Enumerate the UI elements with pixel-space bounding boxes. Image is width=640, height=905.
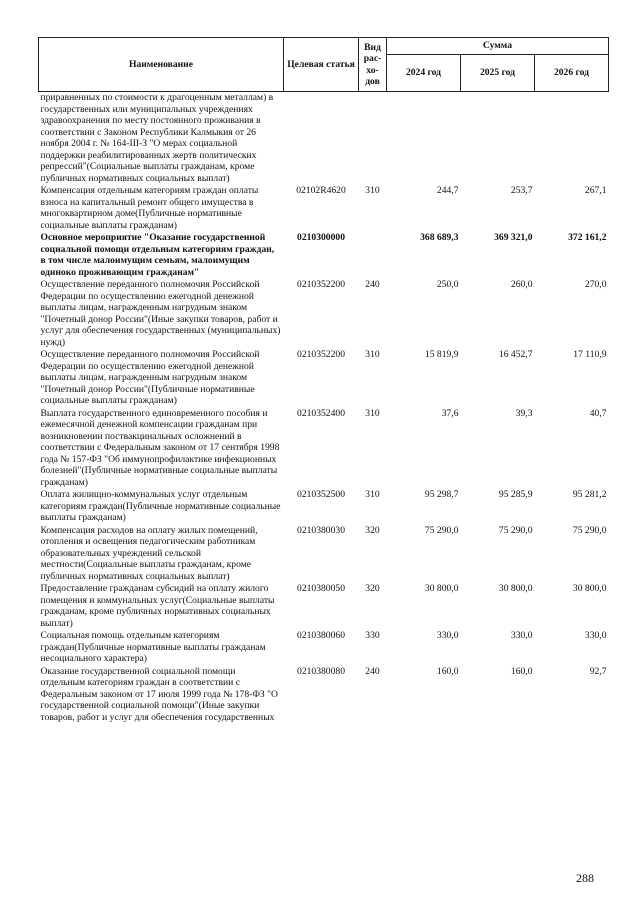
cell-vid [359,232,387,279]
cell-vid [359,92,387,186]
cell-name: Компенсация отдельным категориям граждан оплаты взноса на капитальный ремонт общего имущества в многоквартирном доме(Публичные нормативные социальные выплаты гражданам) [40,185,259,231]
cell-y2026: 267,1 [584,185,607,196]
cell-code: 02102R4620 [296,185,346,196]
cell-code [284,92,359,186]
table-row [39,525,609,584]
cell-code: 0210300000 [297,232,345,243]
budget-page [38,37,608,724]
table-row [39,666,609,725]
cell-y2026: 270,0 [584,279,607,290]
cell-name: Оплата жилищно-коммунальных услуг отдельным категориям граждан(Публичные нормативные социальные выплаты гражданам) [40,489,281,523]
table-row [39,630,609,666]
cell-y2024: 244,7 [436,185,459,196]
cell-name: Компенсация расходов на оплату жилых помещений, отопления и освещения педагогическим работникам образовательных учреждений сельской местности(Социальные выплаты гражданам, кроме публичных нормативных социальных выплат) [40,524,258,582]
header-code: Целевая статья [284,38,359,92]
table-row [39,489,609,525]
cell-y2024: 75 290,0 [424,524,459,536]
cell-vid: 330 [365,630,380,641]
header-2024: 2024 год [387,55,461,92]
cell-name: Предоставление гражданам субсидий на оплату жилого помещения и коммунальных услуг(Социальные выплаты гражданам, кроме публичных нормативных социальных выплат) [40,583,275,629]
cell-y2025: 330,0 [510,630,533,641]
cell-y2024: 15 819,9 [424,349,459,360]
cell-name: приравненных по стоимости к драгоценным металлам) в государственных или муниципальных учреждениях здравоохранения по месту постоянного проживания в соответствии с Законом Республики Калмыкия от 26 ноября 2004 г. № 164-III-З "О мерах социальной поддержки реабилитированных жертв политических репрессий"(Социальные выплаты гражданам, кроме публичных нормативных социальных выплат) [40,92,274,184]
header-name: Наименование [39,38,284,92]
cell-vid: 240 [365,665,380,677]
cell-y2025: 260,0 [510,279,533,290]
cell-code: 0210352500 [297,489,345,500]
table-row [39,92,609,186]
cell-vid: 320 [365,524,380,536]
cell-y2025: 95 285,9 [498,489,533,500]
cell-vid: 310 [365,489,380,500]
cell-vid: 310 [365,407,380,419]
cell-code: 0210380030 [297,524,345,536]
cell-name: Осуществление переданного полномочия Российской Федерации по осуществлению ежегодной денежной выплаты лицам, награжденным нагрудным знаком "Почетный донор России"(Публичные нормативные социальные выплаты гражданам) [40,349,260,406]
cell-y2024: 160,0 [436,665,459,677]
cell-name: Выплата государственного единовременного пособия и ежемесячной денежной компенсации гражданам при возникновении поствакцинальных осложнений в соответствии с Федеральным законом от 17 сентября 1998 года № 157-ФЗ "Об иммунопрофилактике инфекционных болезней"(Публичные нормативные социальные выплаты гражданам) [40,407,280,488]
cell-y2024: 95 298,7 [424,489,459,500]
cell-y2025: 16 452,7 [498,349,533,360]
cell-y2025: 160,0 [510,665,533,677]
cell-code: 0210352400 [297,407,345,419]
cell-y2024: 37,6 [441,407,459,419]
table-row [39,408,609,490]
budget-table [38,37,609,724]
cell-y2025 [461,92,535,186]
cell-y2026: 330,0 [584,630,607,641]
cell-y2026: 92,7 [589,665,607,677]
cell-y2026: 30 800,0 [572,583,607,594]
cell-vid: 240 [365,279,380,290]
cell-vid: 310 [365,185,380,196]
cell-y2026: 75 290,0 [572,524,607,536]
table-row [39,349,609,408]
header-sum: Сумма [387,38,609,55]
cell-code: 0210380060 [297,630,345,641]
table-row [39,232,609,279]
cell-name: Основное мероприятие "Оказание государственной социальной помощи отдельным категориям граждан, в том числе малоимущим семьям, малоимущим одиноко проживающим гражданам" [40,232,275,278]
table-body [39,92,609,725]
cell-code: 0210352200 [297,279,345,290]
cell-y2024: 330,0 [436,630,459,641]
cell-y2026: 372 161,2 [568,232,607,243]
cell-code: 0210352200 [297,349,345,360]
cell-code: 0210380050 [297,583,345,594]
cell-y2026 [535,92,609,186]
cell-name: Осуществление переданного полномочия Российской Федерации по осуществлению ежегодной денежной выплаты лицам, награжденным нагрудным знаком "Почетный донор России"(Иные закупки товаров, работ и услуг для обеспечения государственных (муниципальных) нужд) [40,279,281,348]
cell-y2025: 39,3 [515,407,533,419]
header-vid: Вид рас-хо-дов [359,38,387,92]
cell-y2026: 17 110,9 [573,349,607,360]
cell-y2025: 369 321,0 [494,232,533,243]
cell-y2024 [387,92,461,186]
cell-name: Социальная помощь отдельным категориям граждан(Публичные нормативные выплаты гражданам несоциального характера) [40,630,266,664]
cell-y2024: 250,0 [436,279,459,290]
page-number: 288 [576,871,594,885]
cell-code: 0210380080 [297,665,345,677]
cell-y2025: 30 800,0 [498,583,533,594]
cell-name: Оказание государственной социальной помощи отдельным категориям граждан в соответствии с Федеральным законом от 17 июля 1999 года № 178-ФЗ "О государственной социальной помощи"(Иные закупки товаров, работ и услуг для обеспечения государственных [40,665,278,723]
table-row [39,583,609,630]
table-header [39,38,609,92]
cell-vid: 320 [365,583,380,594]
cell-vid: 310 [365,349,380,360]
cell-y2024: 368 689,3 [420,232,459,243]
header-2025: 2025 год [461,55,535,92]
cell-y2025: 253,7 [510,185,533,196]
cell-y2026: 95 281,2 [572,489,607,500]
cell-y2026: 40,7 [589,407,607,419]
cell-y2025: 75 290,0 [498,524,533,536]
table-row [39,185,609,232]
header-2026: 2026 год [535,55,609,92]
cell-y2024: 30 800,0 [424,583,459,594]
table-row [39,279,609,349]
